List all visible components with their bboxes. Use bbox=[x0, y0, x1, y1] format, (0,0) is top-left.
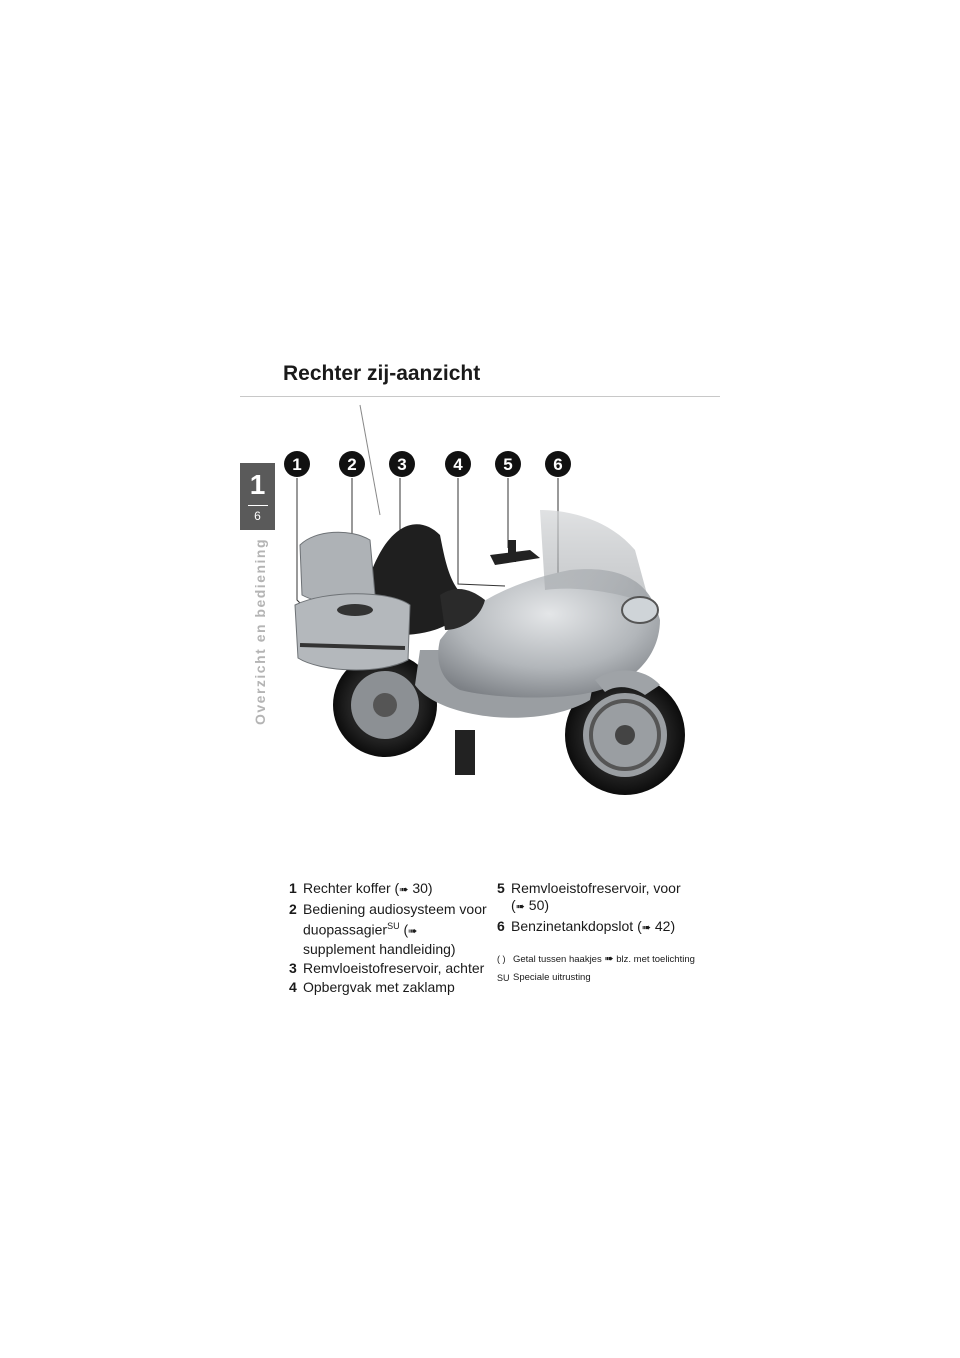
page-ref: supplement handleiding) bbox=[303, 940, 456, 957]
page-number: 6 bbox=[254, 509, 261, 523]
note-parens bbox=[497, 950, 697, 969]
top-case bbox=[300, 532, 375, 602]
legend-label: Remvloeistofreservoir, achter bbox=[303, 959, 485, 976]
legend-num: 6 bbox=[497, 918, 505, 934]
callout-3 bbox=[389, 451, 415, 477]
arrow-icon: ➠ bbox=[515, 901, 525, 913]
note-label: Getal tussen haakjes bbox=[513, 954, 602, 965]
svg-text:2: 2 bbox=[347, 455, 357, 474]
page-title: Rechter zij-aanzicht bbox=[283, 362, 481, 385]
note-label-2: blz. met toelichting bbox=[616, 954, 695, 965]
legend-item-5 bbox=[497, 880, 697, 916]
legend-num: 3 bbox=[289, 959, 297, 976]
center-stand bbox=[455, 730, 475, 775]
note-symbol: SU bbox=[497, 973, 510, 983]
svg-text:4: 4 bbox=[453, 455, 463, 474]
page-ref: 50) bbox=[528, 897, 550, 913]
legend-item-1 bbox=[289, 880, 489, 899]
legend-label: Opbergvak met zaklamp bbox=[303, 978, 455, 995]
legend-label: Bediening audiosysteem voor duopassagier bbox=[303, 901, 487, 938]
legend-text bbox=[303, 901, 489, 958]
svg-text:6: 6 bbox=[553, 455, 563, 474]
side-section-label: Overzicht en bediening bbox=[252, 537, 268, 725]
legend-text bbox=[303, 880, 433, 899]
note-su bbox=[497, 969, 697, 987]
chapter-number: 1 bbox=[249, 469, 266, 500]
legend-paren: ( bbox=[399, 921, 409, 938]
callout-2 bbox=[339, 451, 365, 477]
legend-text bbox=[511, 918, 675, 937]
legend-num: 1 bbox=[289, 880, 297, 896]
special-equipment-mark: SU bbox=[387, 921, 400, 931]
headlight bbox=[622, 597, 658, 623]
legend-text bbox=[511, 880, 697, 916]
arrow-icon: ➠ bbox=[641, 922, 651, 934]
mirror bbox=[508, 540, 516, 562]
page-ref: 30) bbox=[412, 880, 433, 896]
legend-label: Rechter koffer ( bbox=[303, 880, 400, 896]
note-text bbox=[513, 950, 695, 969]
callout-1 bbox=[284, 451, 310, 477]
motorcycle-photo bbox=[240, 400, 720, 840]
legend-item-2 bbox=[289, 901, 489, 958]
callout-6 bbox=[545, 451, 571, 477]
note-symbol: ( ) bbox=[497, 954, 506, 964]
legend-item-4 bbox=[289, 979, 489, 996]
arrow-icon: ➠ bbox=[408, 925, 418, 938]
callout-5 bbox=[495, 451, 521, 477]
arrow-icon: ➠ bbox=[399, 884, 409, 896]
legend-item-6 bbox=[497, 918, 697, 937]
arrow-icon: ➠ bbox=[604, 953, 614, 965]
legend-label: Benzinetankdopslot ( bbox=[511, 918, 642, 934]
legend-num: 4 bbox=[289, 978, 297, 995]
legend-item-3 bbox=[289, 960, 489, 977]
title-rule bbox=[240, 396, 720, 397]
callout-4 bbox=[445, 451, 471, 477]
svg-text:3: 3 bbox=[397, 455, 407, 474]
notes bbox=[497, 950, 697, 987]
legend-num: 2 bbox=[289, 901, 297, 917]
svg-text:1: 1 bbox=[292, 455, 302, 474]
legend-left bbox=[289, 880, 489, 998]
svg-text:5: 5 bbox=[503, 455, 513, 474]
legend-num: 5 bbox=[497, 880, 505, 896]
legend-right bbox=[497, 880, 697, 939]
legend-label: Remvloeistofreservoir, voor ( bbox=[511, 880, 681, 913]
note-label: Speciale uitrusting bbox=[513, 972, 591, 983]
page-ref: 42) bbox=[654, 918, 676, 934]
